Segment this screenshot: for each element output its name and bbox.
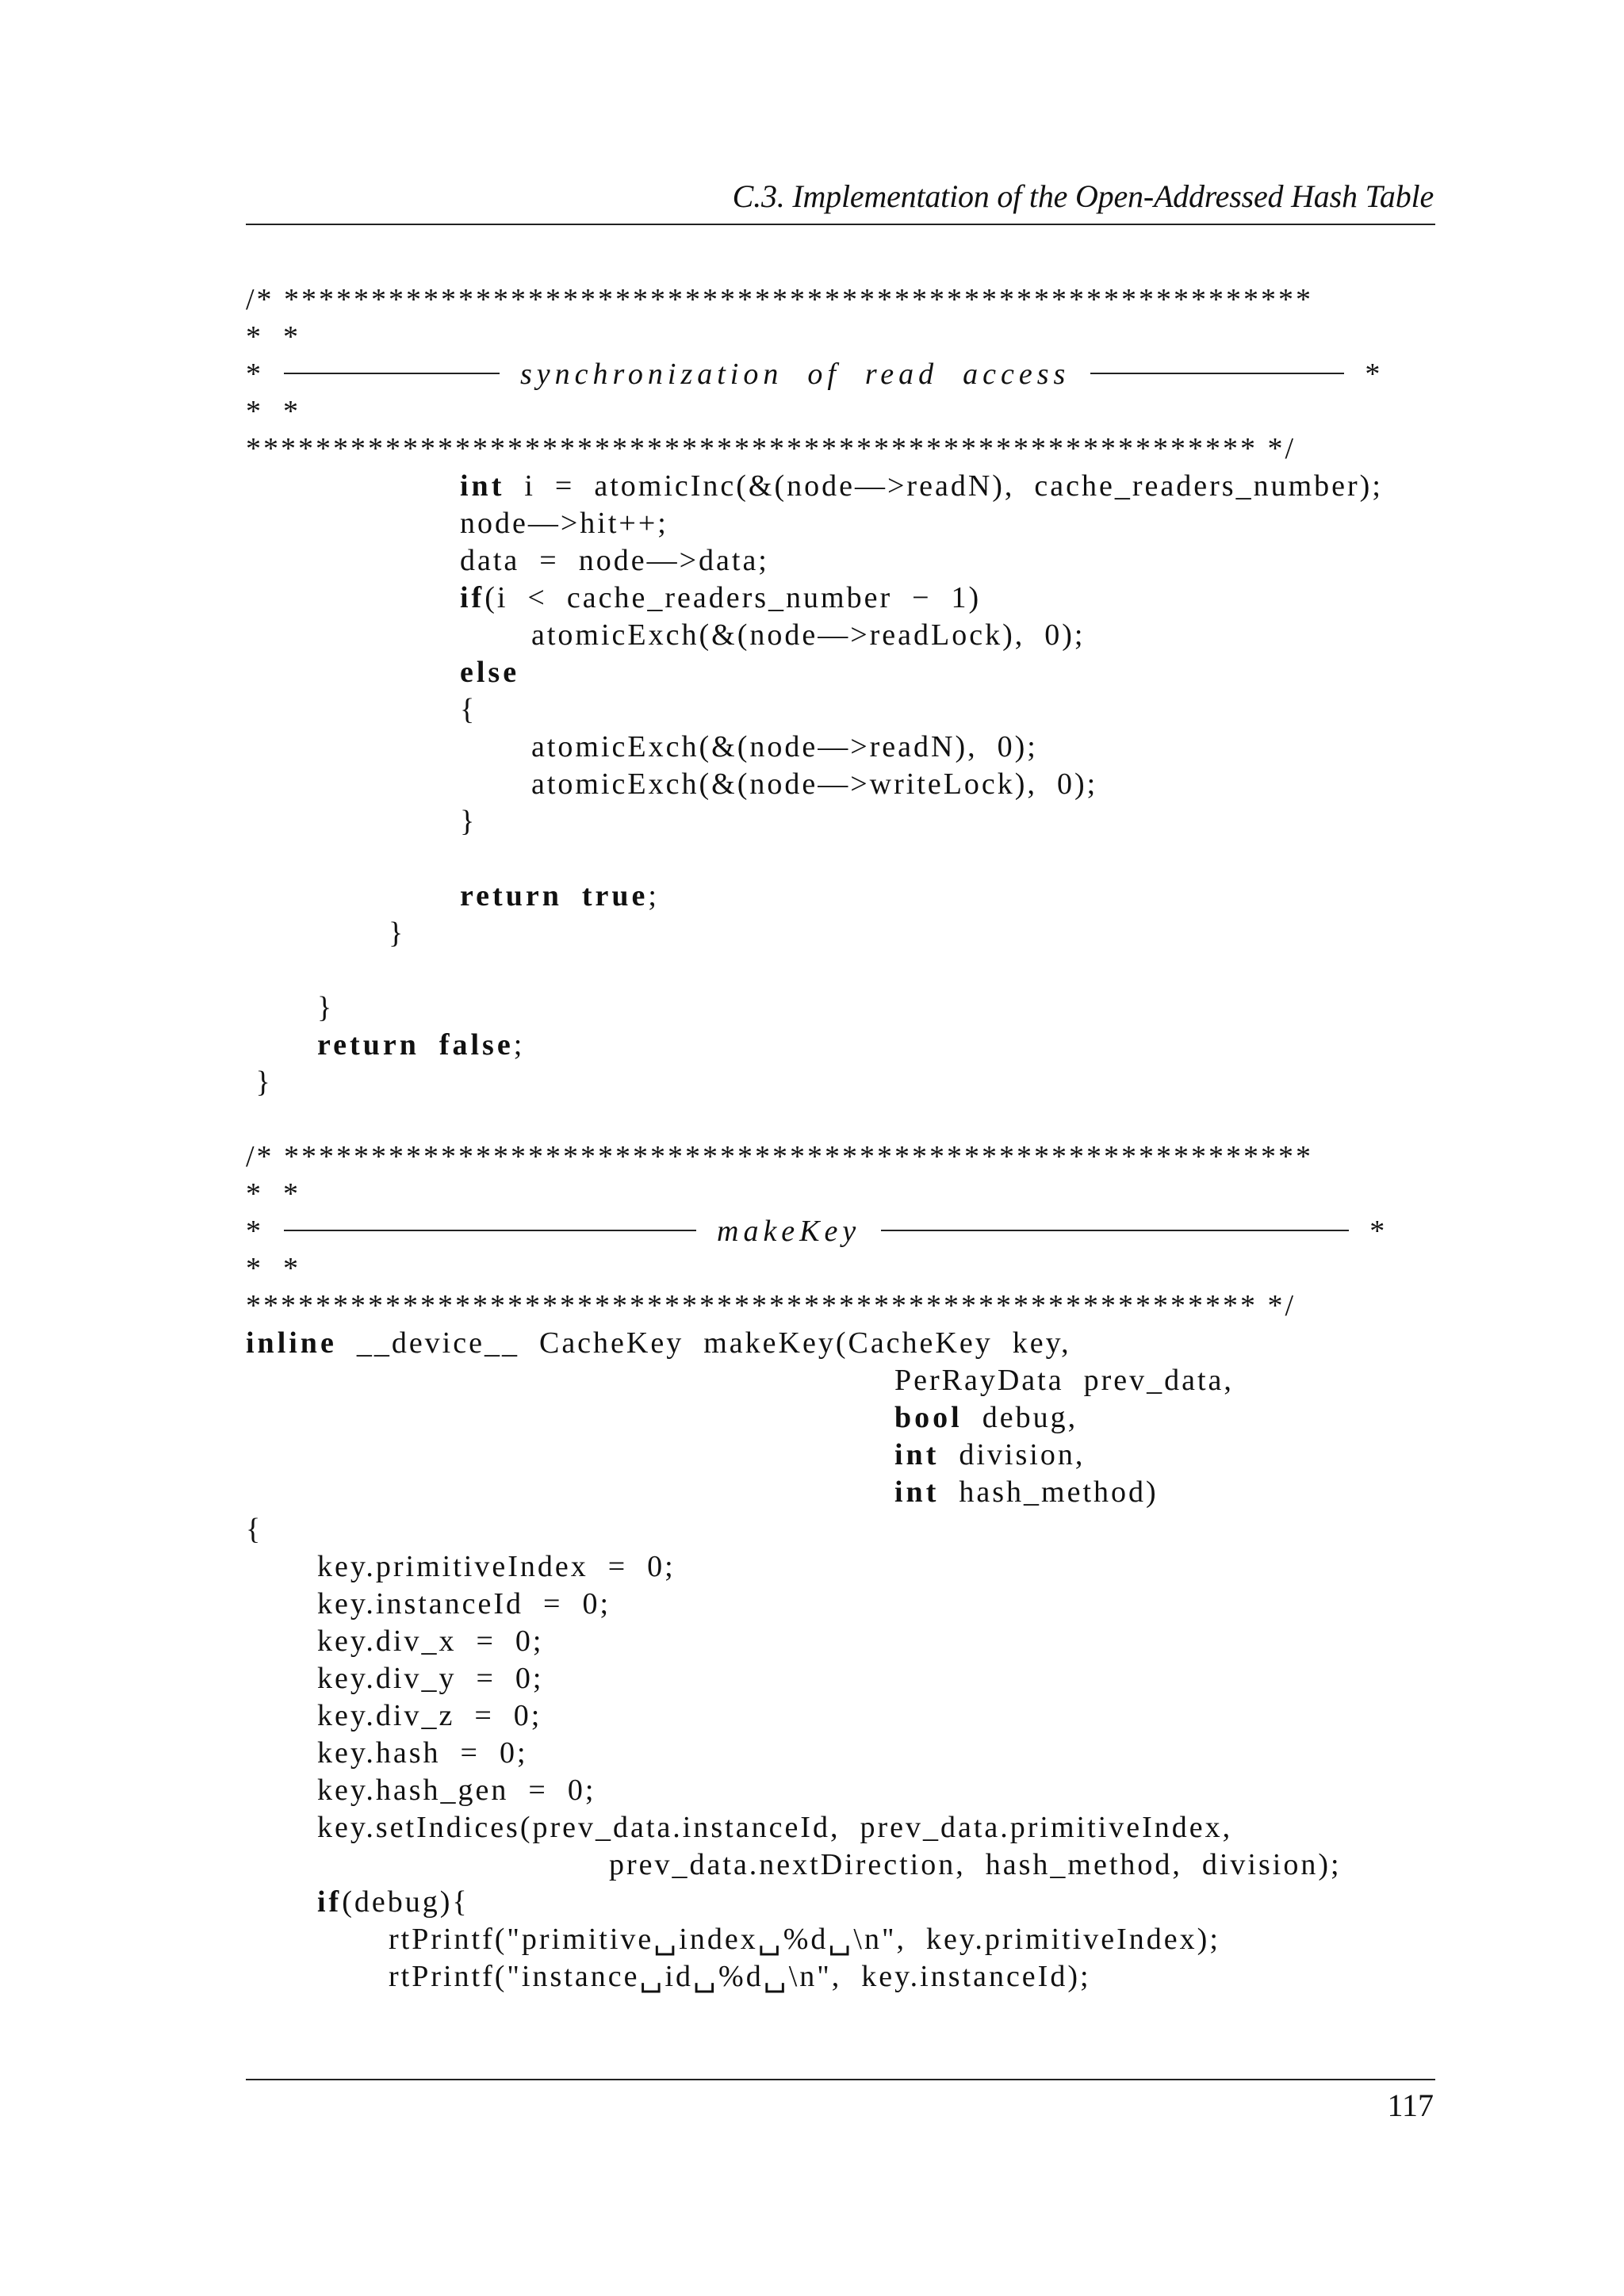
footer-rule (246, 2079, 1435, 2080)
code-token: key.div_x = 0; (317, 1624, 544, 1658)
code-token: i = atomicInc(&(node—>readN), cache_readers_number); (504, 469, 1383, 503)
comment-rule (284, 373, 500, 374)
code-line (246, 1548, 1387, 1586)
comment-star: * (246, 1215, 263, 1248)
code-token: (debug){ (342, 1885, 469, 1919)
code-line (246, 1250, 1387, 1288)
code-line (246, 1660, 1387, 1697)
code-token: key.hash_gen = 0; (317, 1774, 596, 1807)
code-line (246, 803, 1387, 840)
comment-star: * (246, 358, 263, 391)
code-line (246, 915, 1387, 952)
code-token: key.hash = 0; (317, 1736, 528, 1770)
code-line (246, 468, 1387, 505)
code-token: * * (246, 395, 301, 428)
code-line (246, 1362, 1387, 1399)
code-token: key.setIndices(prev_data.instanceId, prev_data.primitiveIndex, (317, 1811, 1233, 1844)
code-line (246, 580, 1387, 617)
code-line (246, 1884, 1387, 1921)
code-keyword: bool (894, 1401, 963, 1434)
code-line (246, 542, 1387, 580)
code-line (246, 1474, 1387, 1511)
code-token: key.div_y = 0; (317, 1662, 544, 1695)
code-token: key.div_z = 0; (317, 1699, 542, 1732)
code-line (246, 1511, 1387, 1548)
code-keyword: else (460, 656, 520, 689)
code-line (246, 1176, 1387, 1213)
code-token: rtPrintf("primitive␣index␣%d␣\n", key.primitiveIndex); (389, 1923, 1220, 1956)
comment-rule (1090, 373, 1344, 374)
code-line (246, 430, 1387, 468)
code-line (246, 1101, 1387, 1138)
code-token: } (317, 991, 335, 1024)
code-token: /* *********************************************************** (246, 283, 1314, 316)
code-line (246, 1772, 1387, 1809)
code-token: atomicExch(&(node—>readLock), 0); (531, 618, 1086, 652)
code-token: } (389, 916, 406, 950)
code-line (246, 1586, 1387, 1623)
page-number: 117 (1387, 2087, 1434, 2123)
code-line (246, 1697, 1387, 1735)
comment-rule (881, 1230, 1349, 1231)
code-line (246, 1437, 1387, 1474)
code-listing (246, 281, 1387, 1996)
code-line (246, 393, 1387, 430)
code-line (246, 319, 1387, 356)
comment-star: * (1365, 358, 1383, 391)
code-keyword: true (581, 879, 649, 913)
code-token: rtPrintf("instance␣id␣%d␣\n", key.instanceId); (389, 1960, 1091, 1993)
comment-star: * (1369, 1215, 1388, 1248)
code-token: key.primitiveIndex = 0; (317, 1550, 676, 1583)
code-token (562, 879, 582, 913)
code-line (246, 654, 1387, 691)
code-token: ********************************************************** */ (246, 432, 1297, 465)
running-header: C.3. Implementation of the Open-Addressed Hash Table (732, 178, 1434, 214)
code-token: division, (939, 1438, 1086, 1471)
code-token: debug, (962, 1401, 1078, 1434)
code-token: * * (246, 320, 301, 354)
code-line (246, 989, 1387, 1027)
code-line (246, 1735, 1387, 1772)
code-token: * * (246, 1252, 301, 1285)
code-line (246, 1325, 1387, 1362)
code-line (246, 691, 1387, 729)
code-keyword: int (894, 1475, 940, 1509)
code-line (246, 1027, 1387, 1064)
code-line (246, 1064, 1387, 1101)
code-token: (i < cache_readers_number − 1) (485, 581, 982, 614)
code-line (246, 1809, 1387, 1846)
code-line (246, 281, 1387, 319)
code-line (246, 505, 1387, 542)
code-token: /* *********************************************************** (246, 1140, 1314, 1173)
code-token: data = node—>data; (460, 544, 769, 577)
code-line (246, 1288, 1387, 1325)
code-token: ; (648, 879, 659, 913)
header-rule (246, 224, 1435, 225)
code-token: ********************************************************** */ (246, 1289, 1297, 1322)
code-line (246, 1399, 1387, 1437)
code-line (246, 840, 1387, 878)
code-token: PerRayData prev_data, (894, 1364, 1234, 1397)
code-line (246, 356, 1387, 393)
code-token: prev_data.nextDirection, hash_method, division); (609, 1848, 1342, 1881)
code-keyword: return (460, 879, 562, 913)
code-line (246, 878, 1387, 915)
code-token: node—>hit++; (460, 507, 668, 540)
code-token: { (460, 693, 477, 726)
code-token: key.instanceId = 0; (317, 1587, 611, 1621)
code-line (246, 1846, 1387, 1884)
code-keyword: if (317, 1885, 343, 1919)
section-comment-label: makeKey (717, 1215, 861, 1248)
code-token: } (460, 805, 477, 838)
code-keyword: if (460, 581, 485, 614)
code-token: hash_method) (939, 1475, 1159, 1509)
code-token: atomicExch(&(node—>readN), 0); (531, 730, 1038, 763)
section-comment-label: synchronization of read access (520, 358, 1071, 391)
code-line (246, 1138, 1387, 1176)
code-keyword: int (460, 469, 505, 503)
code-line (246, 617, 1387, 654)
comment-rule (284, 1230, 696, 1231)
code-line (246, 952, 1387, 989)
code-line (246, 1623, 1387, 1660)
code-token: * * (246, 1177, 301, 1211)
code-line (246, 1213, 1387, 1250)
code-keyword: return (317, 1028, 419, 1062)
code-line (246, 1958, 1387, 1996)
code-token: ; (513, 1028, 525, 1062)
code-keyword: int (894, 1438, 940, 1471)
code-keyword: false (439, 1028, 514, 1062)
code-token: } (246, 1066, 273, 1099)
code-line (246, 766, 1387, 803)
code-token: atomicExch(&(node—>writeLock), 0); (531, 767, 1098, 801)
code-line (246, 1921, 1387, 1958)
code-token (419, 1028, 439, 1062)
code-line (246, 729, 1387, 766)
code-token: __device__ CacheKey makeKey(CacheKey key, (336, 1326, 1071, 1360)
code-keyword: inline (246, 1326, 337, 1360)
code-token: { (246, 1513, 263, 1546)
